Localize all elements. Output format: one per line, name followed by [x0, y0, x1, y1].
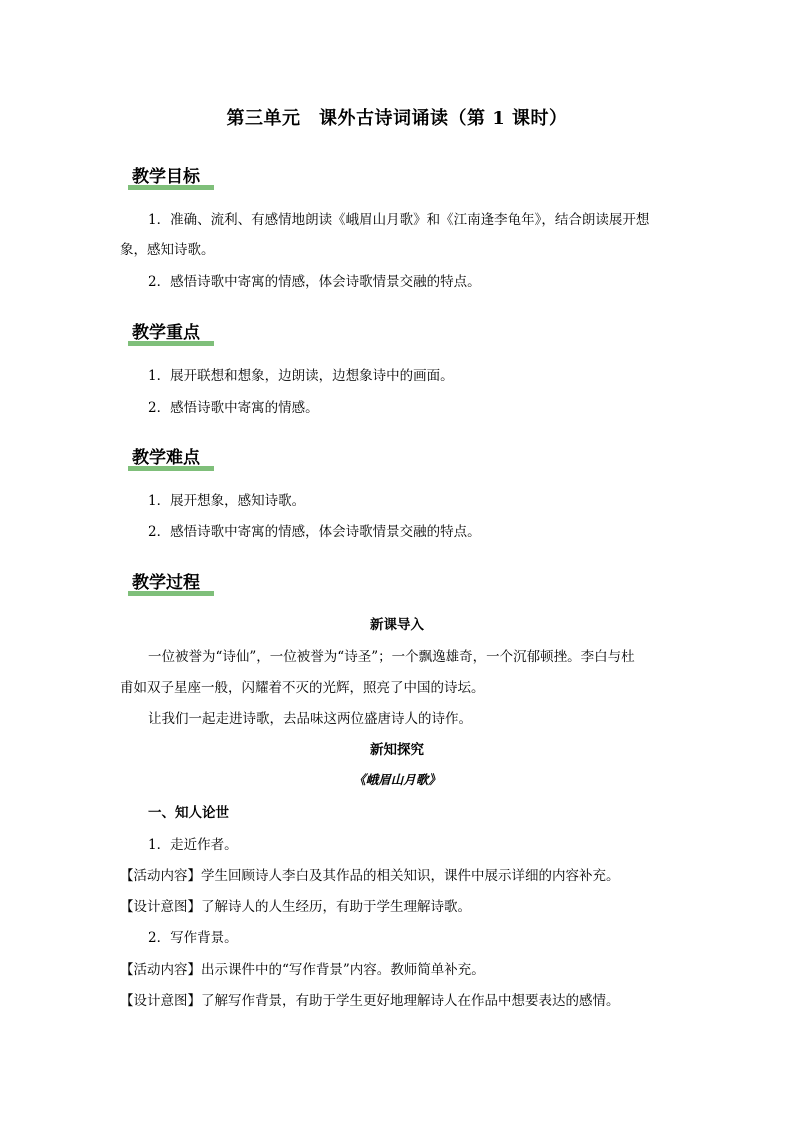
- page-title: 第三单元 课外古诗词诵读（第 1 课时）: [226, 108, 568, 129]
- key-point-line: 2．感悟诗歌中寄寓的情感。: [148, 400, 319, 416]
- sub-heading: 一、知人论世: [148, 805, 229, 821]
- difficulty-line: 1．展开想象，感知诗歌。: [148, 493, 306, 509]
- objective-line: 象，感知诗歌。: [120, 242, 215, 258]
- section-heading-key-points: 教学重点: [128, 318, 200, 343]
- key-point-line: 1．展开联想和想象，边朗读，边想象诗中的画面。: [148, 368, 454, 384]
- section-heading-objectives: 教学目标: [128, 162, 200, 187]
- section-heading-process: 教学过程: [128, 568, 200, 593]
- intro-heading: 新课导入: [370, 617, 424, 633]
- intro-line: 甫如双子星座一般，闪耀着不灭的光辉，照亮了中国的诗坛。: [120, 680, 485, 696]
- process-item: 【活动内容】学生回顾诗人李白及其作品的相关知识，课件中展示详细的内容补充。: [120, 868, 620, 884]
- difficulty-line: 2．感悟诗歌中寄寓的情感，体会诗歌情景交融的特点。: [148, 524, 481, 540]
- poem-title: 《峨眉山月歌》: [353, 772, 441, 787]
- objective-line: 1．准确、流利、有感情地朗读《峨眉山月歌》和《江南逢李龟年》，结合朗读展开想: [148, 212, 650, 228]
- explore-heading: 新知探究: [370, 742, 424, 758]
- process-item: 2．写作背景。: [148, 930, 238, 946]
- intro-line: 一位被誉为“诗仙”，一位被誉为“诗圣”；一个飘逸雄奇，一个沉郁顿挫。李白与杜: [148, 649, 635, 665]
- intro-line: 让我们一起走进诗歌，去品味这两位盛唐诗人的诗作。: [148, 711, 472, 727]
- process-item: 【设计意图】了解写作背景，有助于学生更好地理解诗人在作品中想要表达的感情。: [120, 993, 620, 1009]
- process-item: 【活动内容】出示课件中的“写作背景”内容。教师简单补充。: [120, 962, 485, 978]
- objective-line: 2．感悟诗歌中寄寓的情感，体会诗歌情景交融的特点。: [148, 274, 481, 290]
- section-heading-difficulties: 教学难点: [128, 443, 200, 468]
- process-item: 1．走近作者。: [148, 837, 238, 853]
- process-item: 【设计意图】了解诗人的人生经历，有助于学生理解诗歌。: [120, 899, 471, 915]
